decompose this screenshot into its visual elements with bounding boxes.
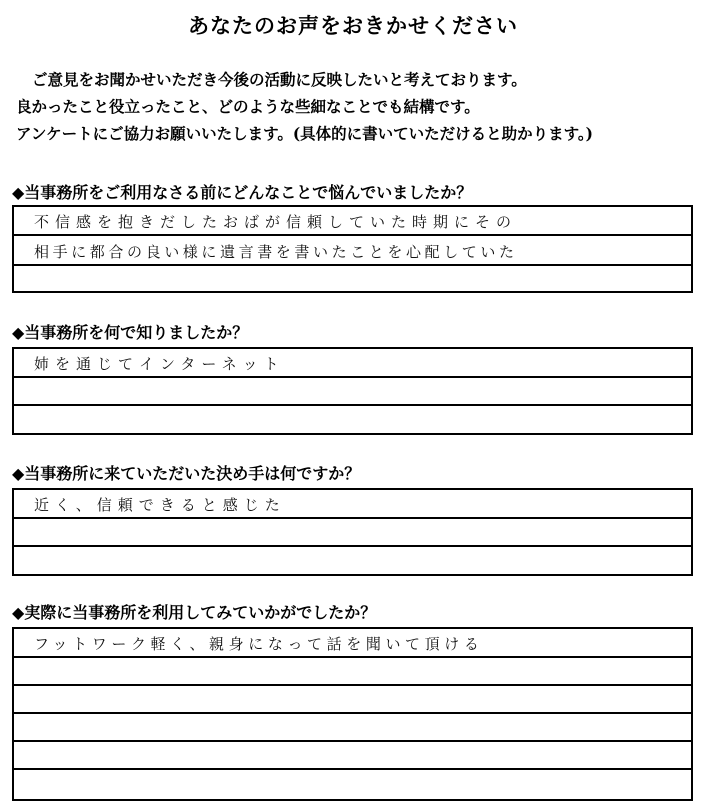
handwritten-answer: フットワーク軽く、親身になって話を聞いて頂ける <box>34 635 484 653</box>
question-deciding-factor: ◆当事務所に来ていただいた決め手は何ですか？ <box>12 464 361 483</box>
ruled-line <box>14 376 691 378</box>
ruled-line <box>14 517 691 519</box>
handwritten-answer: 姉を通じてインターネット <box>34 355 285 373</box>
intro-text <box>16 66 706 147</box>
ruled-line <box>14 712 691 714</box>
answer-box-impression <box>12 627 693 801</box>
ruled-line <box>14 545 691 547</box>
question-impression: ◆実際に当事務所を利用してみていかがでしたか？ <box>12 603 377 622</box>
answer-box-deciding-factor <box>12 488 693 576</box>
ruled-line <box>14 404 691 406</box>
ruled-line <box>14 684 691 686</box>
answer-box-worries <box>12 205 693 293</box>
intro-line: 良かったこと役立ったこと、どのような些細なことでも結構です。 <box>16 97 480 116</box>
ruled-line <box>14 656 691 658</box>
handwritten-answer: 相手に都合の良い様に遺言書を書いたことを心配していた <box>34 243 518 261</box>
question-worries: ◆当事務所をご利用なさる前にどんなことで悩んでいましたか？ <box>12 183 473 202</box>
intro-line: ご意見をお聞かせいただき今後の活動に反映したいと考えております。 <box>32 70 527 89</box>
intro-line: アンケートにご協力お願いいたします。(具体的に書いていただけると助かります。) <box>16 124 594 143</box>
question-how-found: ◆当事務所を何で知りましたか？ <box>12 323 249 342</box>
handwritten-answer: 不信感を抱きだしたおばが信頼していた時期にその <box>34 213 518 231</box>
page-title: あなたのお声をおきかせください <box>188 13 518 38</box>
ruled-line <box>14 768 691 770</box>
ruled-line <box>14 740 691 742</box>
answer-box-how-found <box>12 347 693 435</box>
ruled-line <box>14 234 691 236</box>
ruled-line <box>14 264 691 266</box>
handwritten-answer: 近く、信頼できると感じた <box>34 496 286 514</box>
